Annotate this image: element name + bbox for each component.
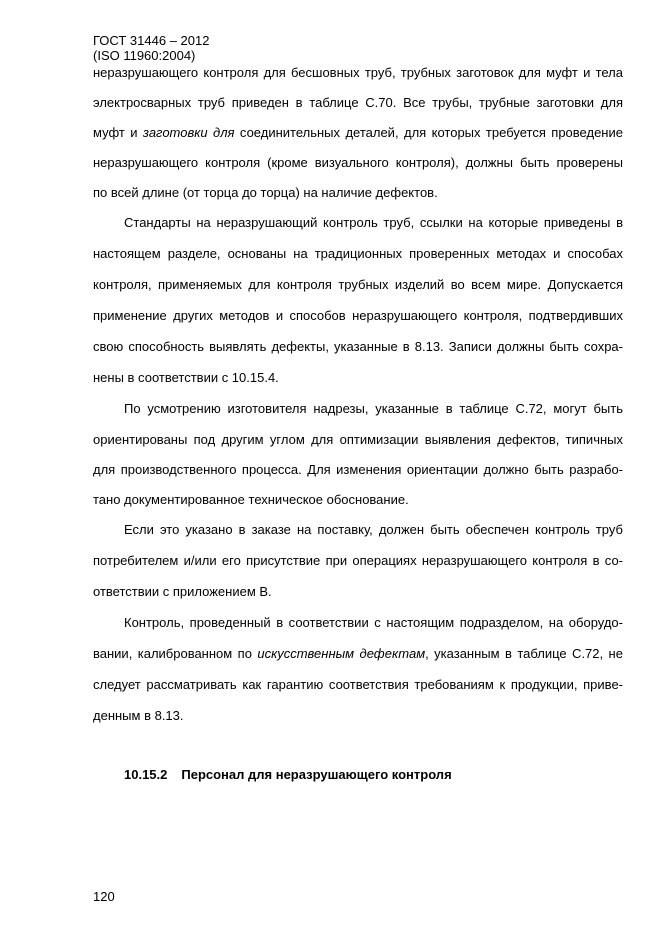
section-heading [124,767,452,782]
text-run: соединительных деталей, для которых требуется проведение [234,125,623,140]
document-header [93,33,209,63]
p1-line-3 [93,125,623,140]
p5-line-4: денным в 8.13. [93,708,184,723]
emphasis-term: искусственным дефектам [257,646,426,661]
p3-line-3: для производственного процесса. Для изменения ориентации должно быть разрабо- [93,462,623,477]
section-number: 10.15.2 [124,767,168,782]
section-title: Персонал для неразрушающего контроля [181,767,452,782]
p2-line-3: контроля, применяемых для контроля трубных изделий во всем мире. Допускается [93,277,623,292]
p4-line-1: Если это указано в заказе на поставку, должен быть обеспечен контроль труб [124,522,623,537]
p2-line-4: применение других методов и способов неразрушающего контроля, подтвердивших [93,308,623,323]
text-run: , указанным в таблице С.72, не [425,646,623,661]
p1-line-2: электросварных труб приведен в таблице С.70. Все трубы, трубные заготовки для [93,95,623,110]
p1-line-5: по всей длине (от торца до торца) на наличие дефектов. [93,185,438,200]
p2-line-1: Стандарты на неразрушающий контроль труб, ссылки на которые приведены в [124,215,623,230]
p4-line-3: ответствии с приложением В. [93,584,272,599]
iso-reference: (ISO 11960:2004) [93,48,196,63]
text-run: муфт и [93,125,143,140]
p3-line-4: тано документированное техническое обоснование. [93,492,409,507]
standard-code: ГОСТ 31446 – 2012 [93,33,210,48]
p2-line-5: свою способность выявлять дефекты, указанные в 8.13. Записи должны быть сохра- [93,339,623,354]
p1-line-4: неразрушающего контроля (кроме визуального контроля), должны быть проверены [93,155,623,170]
p1-line-1: неразрушающего контроля для бесшовных труб, трубных заготовок для муфт и тела [93,65,623,80]
p5-line-1: Контроль, проведенный в соответствии с настоящим подразделом, на оборудо- [124,615,623,630]
p3-line-1: По усмотрению изготовителя надрезы, указанные в таблице С.72, могут быть [124,401,623,416]
page-number: 120 [93,889,115,904]
emphasis-term: заготовки для [142,125,235,140]
p4-line-2: потребителем и/или его присутствие при операциях неразрушающего контроля в со- [93,553,623,568]
p2-line-2: настоящем разделе, основаны на традиционных проверенных методах и способах [93,246,623,261]
p3-line-2: ориентированы под другим углом для оптимизации выявления дефектов, типичных [93,432,623,447]
text-run: вании, калиброванном по [93,646,258,661]
p5-line-3: следует рассматривать как гарантию соответствия требованиям к продукции, приве- [93,677,623,692]
p5-line-2 [93,646,623,661]
p2-line-6: нены в соответствии с 10.15.4. [93,370,279,385]
